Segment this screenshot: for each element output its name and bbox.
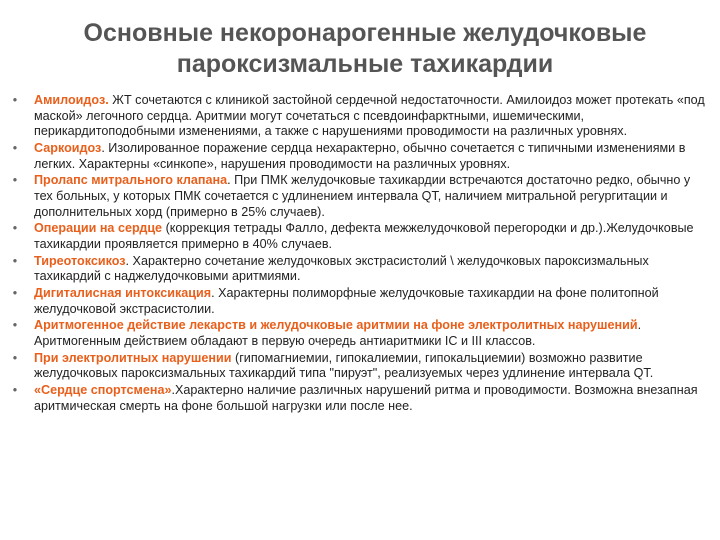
item-text: . Характерны полиморфные желудочковые тахикардии на фоне политопной желудочковой экстрасистолии. [34, 286, 659, 316]
item-text: .Характерно наличие различных нарушений ритма и проводимости. Возможна внезапная аритмическая смерть на фоне большой нагрузки или после нее. [34, 383, 698, 413]
item-term: Пролапс митрального клапана [34, 173, 228, 188]
list-item-amyloidosis [10, 93, 710, 140]
item-term: Саркоидоз [34, 140, 102, 155]
list-item-athlete-heart [10, 383, 710, 414]
bullet-icon: • [12, 286, 18, 301]
bullet-icon: • [12, 253, 18, 268]
item-text: . Изолированное поражение сердца нехарактерно, обычно сочетается с типичными изменениями в легких. Характерны «синкопе», нарушения проводимости на различных уровнях. [34, 140, 686, 171]
item-term: «Сердце спортсмена» [34, 383, 172, 398]
item-text: . При ПМК желудочковые тахикардии встречаются достаточно редко, обычно у тех больных, у которых ПМК сочетается с удлинением интервала QT, наличием митральной регургитации и дополнительных хорд (примерно в 25% случаев). [34, 173, 691, 219]
item-term: Тиреотоксикоз [34, 253, 126, 268]
bullet-icon: • [12, 350, 18, 365]
slide-title [30, 18, 700, 80]
bullet-icon: • [12, 318, 18, 333]
item-term: При электролитных нарушении [34, 350, 232, 365]
slide-title-line-2: пароксизмальные тахикардии [176, 50, 554, 78]
slide-title-line-1: Основные некоронарогенные желудочковые [83, 19, 647, 47]
item-term: Амилоидоз. [34, 93, 109, 107]
item-text: . Аритмогенным действием обладают в первую очередь антиаритмики IC и III классов. [34, 318, 642, 349]
item-text: . Характерно сочетание желудочковых экстрасистолий \ желудочковых пароксизмальных тахикардий с наджелудочковыми аритмиями. [34, 253, 649, 284]
bullet-icon: • [12, 383, 18, 398]
bullet-icon: • [12, 173, 18, 188]
item-term: Дигиталисная интоксикация [34, 286, 212, 301]
list-item-heart-surgery [10, 221, 710, 252]
condition-list [10, 93, 710, 416]
item-text: (коррекция тетрады Фалло, дефекта межжелудочковой перегородки и др.).Желудочковые тахикардии проявляется примерно в 40% случаев. [34, 221, 694, 251]
item-text: (гипомагниемии, гипокалиемии, гипокальциемии) возможно развитие желудочковых пароксизмальных тахикардий типа "пируэт", реализуемых через удлинение интервала QT. [34, 350, 654, 381]
item-term: Операции на сердце [34, 221, 163, 236]
list-item-mitral-prolapse [10, 173, 710, 220]
list-item-electrolyte [10, 351, 710, 382]
bullet-icon: • [12, 221, 18, 236]
list-item-thyrotoxicosis [10, 254, 710, 285]
item-text: ЖТ сочетаются с клиникой застойной сердечной недостаточности. Амилоидоз может протекать «под маской» легочного сердца. Аритмии могут сочетаться с псевдоинфарктными, ишемическими, перикардитоподобными изменениями, а также с нарушениями проводимости на различных уровнях. [34, 93, 705, 139]
item-term: Аритмогенное действие лекарств и желудочковые аритмии на фоне электролитных нарушений [34, 318, 638, 333]
list-item-digitalis [10, 286, 710, 317]
list-item-drug-arrhythmia [10, 318, 710, 349]
bullet-icon: • [12, 93, 18, 107]
list-item-sarcoidosis [10, 141, 710, 172]
bullet-icon: • [12, 140, 18, 155]
